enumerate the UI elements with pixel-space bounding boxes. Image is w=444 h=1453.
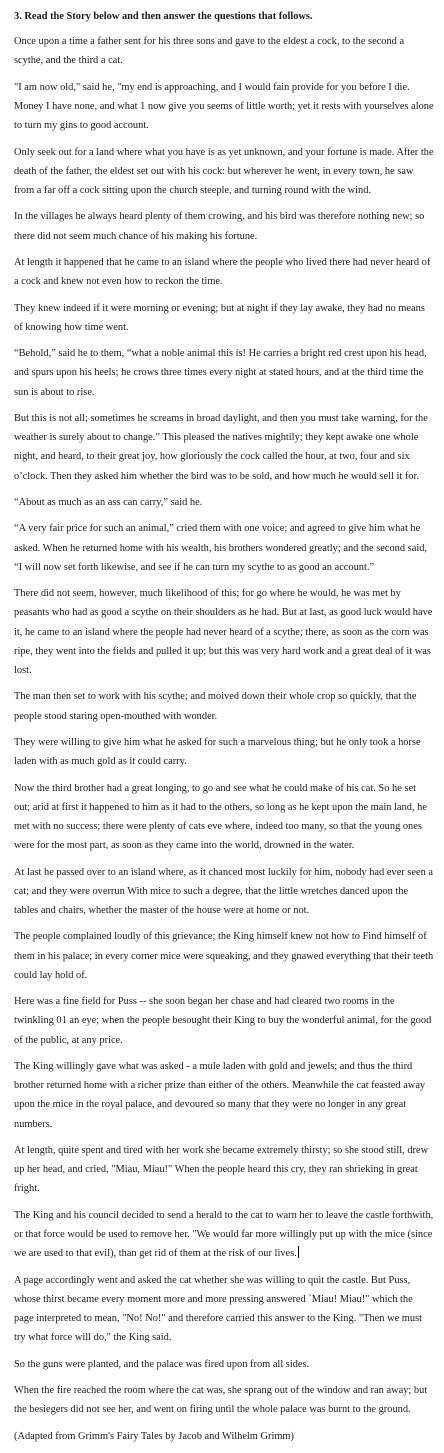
story-paragraph: The man then set to work with his scythe; and moived down their whole crop so quickly, that the people stood staring open-mouthed with wonder.	[14, 691, 417, 722]
story-paragraph: They knew indeed if it were morning or evening; but at night if they lay awake, they had no means of knowing how time went.	[14, 302, 425, 333]
story-paragraph: Once upon a time a father sent for his three sons and gave to the eldest a cock, to the second a scythe, and the third a cat.	[14, 36, 405, 67]
story-paragraph: At length it happened that he came to an island where the people who lived there had never heard of a cock and knew not even how to reckon the time.	[14, 256, 431, 288]
text-cursor	[298, 1246, 299, 1258]
story-paragraph-with-cursor[interactable]	[14, 1206, 434, 1264]
story-paragraph-text: The King and his council decided to send a herald to the cat to warn her to leave the castle forthwith, or that force would be used to remove her. "We would far more willingly put up with the mice (since we are used to that evil), than get rid of them at the risk of our lives.	[14, 1209, 434, 1260]
story-paragraph: In the villages he always heard plenty of them crowing, and his bird was therefore nothing new; so there did not seem much chance of his making his fortune.	[14, 211, 425, 242]
story-document	[14, 7, 434, 1453]
story-paragraph: “A very fair price for such an animal,” cried them with one voice; and agreed to give him what he asked. When he returned home with his wealth, his brothers wondered greatly; and the second said, “I will now set forth likewise, and see if he can turn my scythe to as good an account.”	[14, 523, 428, 573]
story-paragraph: At length, quite spent and tired with her work she became extremely thirsty; so she stood still, drew up her head, and cried, "Miau, Miau!" When the people heard this cry, they ran shrieking in great fright.	[14, 1144, 429, 1195]
story-paragraph: “About as much as an ass can carry,” said he.	[14, 496, 203, 508]
story-paragraph: They were willing to give him what he asked for such a marvelous thing; but he only took a horse laden with as much gold as it could carry.	[14, 736, 421, 768]
story-paragraph: “Behold,” said he to them, “what a noble animal this is! He carries a bright red crest upon his head, and spurs upon his heels; he crows three times every night at stated hours, and at the third time the sun is about to rise.	[14, 348, 427, 398]
story-paragraph: But this is not all; sometimes he screams in broad daylight, and then you must take warning, for the weather is surely about to change.” This pleased the natives mightily; they kept awake one whole night, and heard, to their great joy, how gloriously the cock called the hour, at two, four and six o’clock. Then they asked him whether the bird was to be sold, and how much he would sell it for.	[14, 412, 428, 482]
story-paragraph: There did not seem, however, much likelihood of this; for go where he would, he was met by peasants who had as good a scythe on their shoulders as he had. But at last, as good luck would have it, he came to an island where the people had never heard of a scythe; there, as soon as the corn was ripe, they went into the fields and pulled it up; but this was very hard work and a great deal of it was lost.	[14, 588, 433, 676]
story-paragraph: "I am now old," said he, "my end is approaching, and I would fain provide for you before I die. Money I have none, and what 1 now give you seems of little worth; yet it rests with yourselves alone to turn my gins to good account.	[14, 81, 434, 132]
story-paragraph: The King willingly gave what was asked - a mule laden with gold and jewels; and thus the third brother returned home with a richer prize than either of the others. Meanwhile the cat feasted away upon the mice in the royal palace, and devoured so many that they were no longer in any great numbers.	[14, 1060, 426, 1130]
story-paragraph: Here was a fine field for Puss -- she soon began her chase and had cleared two rooms in the twinkling 01 an eye; when the people besought their King to buy the wonderful animal, for the good of the public, at any price.	[14, 996, 432, 1046]
story-paragraph: At last he passed over to an island where, as it chanced most luckily for him, nobody had ever seen a cat; and they were overrun With mice to such a degree, that the little wretches danced upon the tables and chairs, whether the master of the house were at home or not.	[14, 866, 433, 916]
story-source-attribution: (Adapted from Grimm's Fairy Tales by Jacob and Wilhelm Grimm)	[14, 1430, 294, 1442]
question-heading: 3. Read the Story below and then answer the questions that follows.	[14, 11, 313, 22]
story-paragraph: A page accordingly went and asked the cat whether she was willing to quit the castle. But Puss, whose thirst became every moment more and more pressing answered `Miau! Miau!" which the page interpreted to mean, "No! No!" and therefore carried this answer to the King. "Then we must try what force will do," the King said.	[14, 1274, 423, 1344]
story-paragraph: So the guns were planted, and the palace was fired upon from all sides.	[14, 1358, 310, 1370]
story-paragraph: When the fire reached the room where the cat was, she sprang out of the window and ran away; but the besiegers did not see her, and went on firing until the whole palace was burnt to the ground.	[14, 1384, 428, 1416]
story-paragraph: Now the third brother had a great longing, to go and see what he could make of his cat. So he set out; arid at first it happened to him as it had to the others, so long as he kept upon the main land, he met with no success; there were plenty of cats eve where, indeed too many, so that the young ones were for the most part, as soon as they came into the world, drowned in the water.	[14, 782, 427, 852]
story-paragraph: The people complained loudly of this grievance; the King himself knew not how to Find himself of them in his palace; in every corner mice were squeaking, and they gnawed everything that their teeth could lay hold of.	[14, 931, 434, 981]
story-paragraph: Only seek out for a land where what you have is as yet unknown, and your fortune is made. After the death of the father, the eldest set out with his cock: but wherever he went, in every town, he saw from a far off a cock sitting upon the church steeple, and turning round with the wind.	[14, 146, 434, 196]
